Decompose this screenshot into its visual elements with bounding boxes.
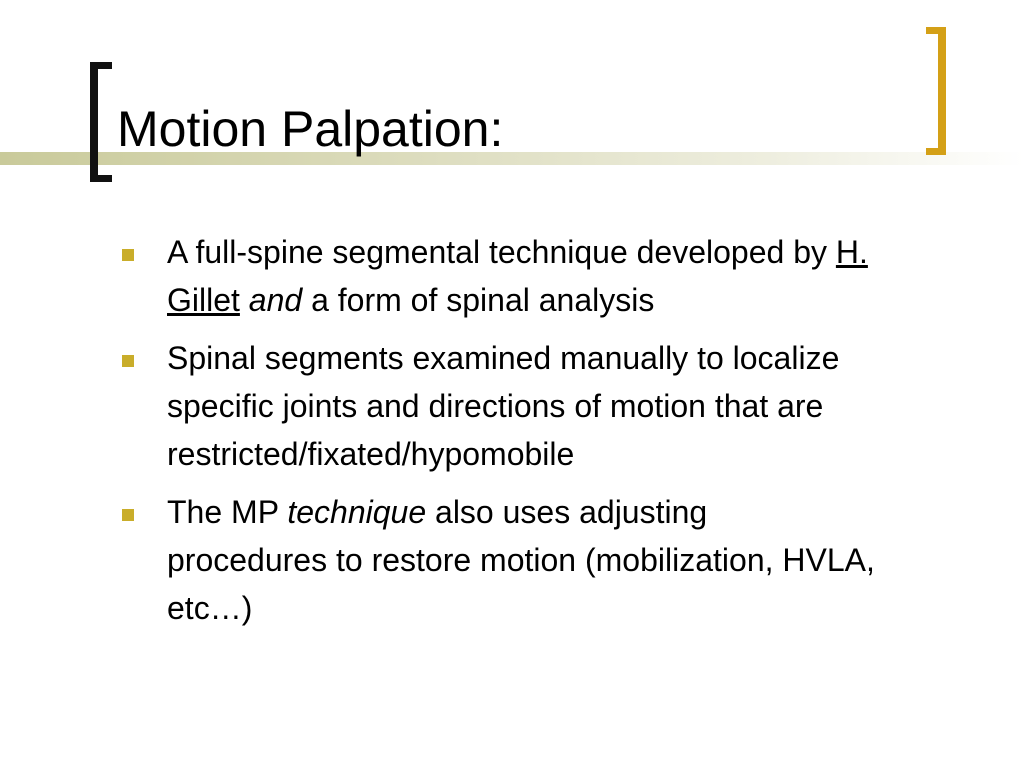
square-bullet-icon <box>122 509 134 521</box>
italic-and: and <box>248 282 303 318</box>
right-bracket-decoration <box>926 27 946 155</box>
bullet-list <box>116 228 876 642</box>
bullet-text-space <box>240 282 249 318</box>
bullet-item-segments <box>116 334 876 478</box>
bullet-text: also uses adjusting procedures to restore motion (mobilization, HVLA, etc…) <box>167 494 875 626</box>
italic-technique: technique <box>287 494 427 530</box>
bullet-text: A full-spine segmental technique developed by <box>167 234 836 270</box>
left-bracket-decoration <box>90 62 112 182</box>
square-bullet-icon <box>122 355 134 367</box>
slide-title: Motion Palpation: <box>117 101 504 157</box>
gillet-link-text: H. Gillet <box>167 234 868 318</box>
bullet-text: Spinal segments examined manually to localize specific joints and directions of motion that are restricted/fixated/hypomobile <box>167 340 840 472</box>
square-bullet-icon <box>122 249 134 261</box>
bullet-item-gillet <box>116 228 876 324</box>
bullet-item-technique <box>116 488 876 632</box>
bullet-text: a form of spinal analysis <box>302 282 655 318</box>
bullet-text: The MP <box>167 494 288 530</box>
